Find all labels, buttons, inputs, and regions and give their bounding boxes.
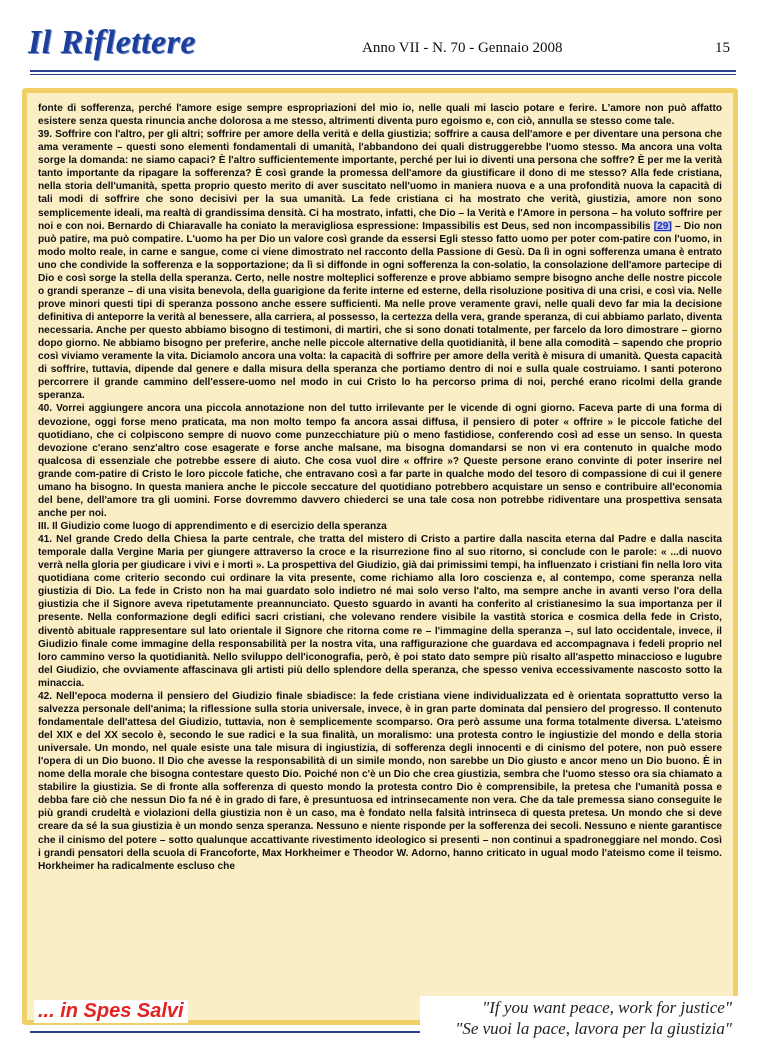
paragraph-intro: fonte di sofferenza, perché l'amore esige sempre espropriazioni del mio io, nelle quali mi lascio potare e ferire. L'amore non può affatto esistere senza questa rinuncia anche dolorosa a me stesso, altrimenti diventa puro egoismo e, con ciò, annulla se stesso come tale. (38, 103, 722, 128)
page-number: 15 (715, 40, 730, 56)
footer-quote-english: "If you want peace, work for justice" (482, 998, 732, 1017)
header-rule (30, 70, 736, 72)
issue-info: Anno VII - N. 70 - Gennaio 2008 (362, 40, 563, 56)
paragraph-39 (38, 128, 722, 402)
footer-source: ... in Spes Salvi (34, 1000, 188, 1023)
paragraph-39-text-a: 39. Soffrire con l'altro, per gli altri; soffrire per amore della verità e della giustizia; soffrire a causa dell'amore e per diventare una persona che ama veramente – questi sono elementi fondamentali di umanità, l'abbandono dei quali distruggerebbe l'uomo stesso. Ma ancora una volta sorge la domanda: ne siamo capaci? È l'altro sufficientemente importante, perché per lui io diventi una persona che soffre? È per me la verità tanto importante da ripagare la sofferenza? È così grande la promessa dell'amore da giustificare il dono di me stesso? Alla fede cristiana, nella storia dell'umanità, spetta proprio questo merito di aver suscitato nell'uomo in maniera nuova e a una profondità nuova la capacità di tali modi di soffrire che sono decisivi per la sua umanità. La fede cristiana ci ha mostrato che verità, giustizia, amore non sono semplicemente ideali, ma realtà di grandissima densità. Ci ha mostrato, infatti, che Dio – la Verità e l'Amore in persona – ha voluto soffrire per noi e con noi. Bernardo di Chiaravalle ha coniato la meravigliosa espressione: Impassibilis est Deus, sed non incompassibilis (38, 129, 722, 232)
paragraph-40: 40. Vorrei aggiungere ancora una piccola annotazione non del tutto irrilevante per le vicende di ogni giorno. Faceva parte di una forma di devozione, oggi forse meno praticata, ma non molto tempo fa ancora assai diffusa, il pensiero di poter « offrire » le piccole fatiche del quotidiano, che ci colpiscono sempre di nuovo come punzecchiature più o meno fastidiose, conferendo così ad esse un senso. In questa devozione c'erano senz'altro cose esagerate e forse anche malsane, ma bisogna domandarsi se non vi era contenuto in qualche modo qualcosa di essenziale che potrebbe essere di aiuto. Che cosa vuol dire « offrire »? Queste persone erano convinte di poter inserire nel grande com-patire di Cristo le loro piccole fatiche, che entravano così a far parte in qualche modo del tesoro di compassione di cui il genere umano ha bisogno. In questa maniera anche le piccole seccature del quotidiano potrebbero acquistare un senso e contribuire all'economia del bene, dell'amore tra gli uomini. Forse dovremmo davvero chiederci se una tale cosa non potrebbe ridiventare una prospettiva sensata anche per noi. (38, 403, 722, 519)
article-box (22, 88, 738, 1025)
masthead-logo: Il Riflettere (28, 24, 196, 61)
footnote-link-29[interactable]: [29] (653, 220, 672, 232)
footer-quote-italian: "Se vuoi la pace, lavora per la giustizia" (455, 1019, 732, 1038)
header-rule-thin (30, 74, 736, 75)
paragraph-39-text-b: – Dio non può patire, ma può compatire. L'uomo ha per Dio un valore così grande da essersi Egli stesso fatto uomo per poter com-patire con l'uomo, in modo molto reale, in carne e sangue, come ci viene dimostrato nel racconto della Passione di Gesù. Da lì in ogni sofferenza umana è entrato uno che condivide la sofferenza e la sopportazione; da lì si diffonde in ogni sofferenza la con-solatio, la consolazione dell'amore partecipe di Dio e così sorge la stella della speranza. Certo, nelle nostre molteplici sofferenze e prove abbiamo sempre bisogno anche delle nostre piccole o grandi speranze – di una visita benevola, della guarigione da ferite interne ed esterne, della risoluzione positiva di una crisi, e così via. Nelle prove minori questi tipi di speranza possono anche essere sufficienti. Ma nelle prove veramente gravi, nelle quali devo far mia la decisione definitiva di anteporre la verità al benessere, alla carriera, al possesso, la certezza della vera, grande speranza, di cui abbiamo parlato, diventa necessaria. Anche per questo abbiamo bisogno di testimoni, di martiri, che si sono donati totalmente, per farcelo da loro dimostrare – giorno dopo giorno. Ne abbiamo bisogno per preferire, anche nelle piccole alternative della quotidianità, il bene alla comodità – sapendo che proprio così viviamo veramente la vita. Diciamolo ancora una volta: la capacità di soffrire per amore della verità è misura di umanità. Questa capacità di soffrire, tuttavia, dipende dal genere e dalla misura della speranza che portiamo dentro di noi e sulla quale costruiamo. I santi poterono percorrere il grande cammino dell'essere-uomo nel modo in cui Cristo lo ha percorso prima di noi, perché erano ricolmi della grande speranza. (38, 220, 722, 402)
paragraph-41: 41. Nel grande Credo della Chiesa la parte centrale, che tratta del mistero di Cristo a partire dalla nascita eterna dal Padre e dalla nascita temporale dalla Vergine Maria per giungere attraverso la croce e la risurrezione fino al suo ritorno, si conclude con le parole: « ...di nuovo verrà nella gloria per giudicare i vivi e i morti ». La prospettiva del Giudizio, già dai primissimi tempi, ha influenzato i cristiani fin nella loro vita quotidiana come criterio secondo cui ordinare la vita presente, come richiamo alla loro coscienza e, al contempo, come speranza nella giustizia di Dio. La fede in Cristo non ha mai guardato solo indietro né mai solo verso l'alto, ma sempre anche in avanti verso l'ora della giustizia che il Signore aveva ripetutamente preannunciato. Questo sguardo in avanti ha conferito al cristianesimo la sua importanza per il presente. Nella conformazione degli edifici sacri cristiani, che volevano rendere visibile la vastità storica e cosmica della fede in Cristo, diventò abituale rappresentare sul lato orientale il Signore che ritorna come re – l'immagine della speranza –, sul lato occidentale, invece, il Giudizio finale come immagine della responsabilità per la nostra vita, una raffigurazione che guardava ed accompagnava i fedeli proprio nel loro cammino verso la quotidianità. Nello sviluppo dell'iconografia, però, è poi stato dato sempre più risalto all'aspetto minaccioso e lugubre del Giudizio, che ovviamente affascinava gli artisti più dello splendore della speranza, che spesso veniva eccessivamente nascosto sotto la minaccia. (38, 534, 722, 689)
section-heading: III. Il Giudizio come luogo di apprendimento e di esercizio della speranza (38, 521, 387, 532)
paragraph-42: 42. Nell'epoca moderna il pensiero del Giudizio finale sbiadisce: la fede cristiana viene individualizzata ed è orientata soprattutto verso la salvezza personale dell'anima; la riflessione sulla storia universale, invece, è in gran parte dominata dal pensiero del progresso. Il contenuto fondamentale dell'attesa del Giudizio, tuttavia, non è semplicemente scomparso. Ora però assume una forma totalmente diversa. L'ateismo del XIX e del XX secolo è, secondo le sue radici e la sua finalità, un moralismo: una protesta contro le ingiustizie del mondo e della storia universale. Un mondo, nel quale esiste una tale misura di ingiustizia, di sofferenza degli innocenti e di cinismo del potere, non può essere l'opera di un Dio buono. Il Dio che avesse la responsabilità di un simile mondo, non sarebbe un Dio giusto e ancor meno un Dio buono. È in nome della morale che bisogna contestare questo Dio. Poiché non c'è un Dio che crea giustizia, sembra che l'uomo stesso ora sia chiamato a stabilire la giustizia. Se di fronte alla sofferenza di questo mondo la protesta contro Dio è comprensibile, la pretesa che l'umanità possa e debba fare ciò che nessun Dio fa né è in grado di fare, è presuntuosa ed intrinsecamente non vera. Che da tale premessa siano conseguite le più grandi crudeltà e violazioni della giustizia non è un caso, ma è fondato nella falsità intrinseca di questa pretesa. Un mondo che si deve creare da sé la sua giustizia è un mondo senza speranza. Nessuno e niente risponde per la sofferenza dei secoli. Nessuno e niente garantisce che il cinismo del potere – sotto qualunque accattivante rivestimento ideologico si presenti – non continui a spadroneggiare nel mondo. Così i grandi pensatori della scuola di Francoforte, Max Horkheimer e Theodor W. Adorno, hanno criticato in ugual modo l'ateismo come il teismo. Horkheimer ha radicalmente escluso che (38, 690, 722, 872)
article-body (38, 102, 722, 873)
